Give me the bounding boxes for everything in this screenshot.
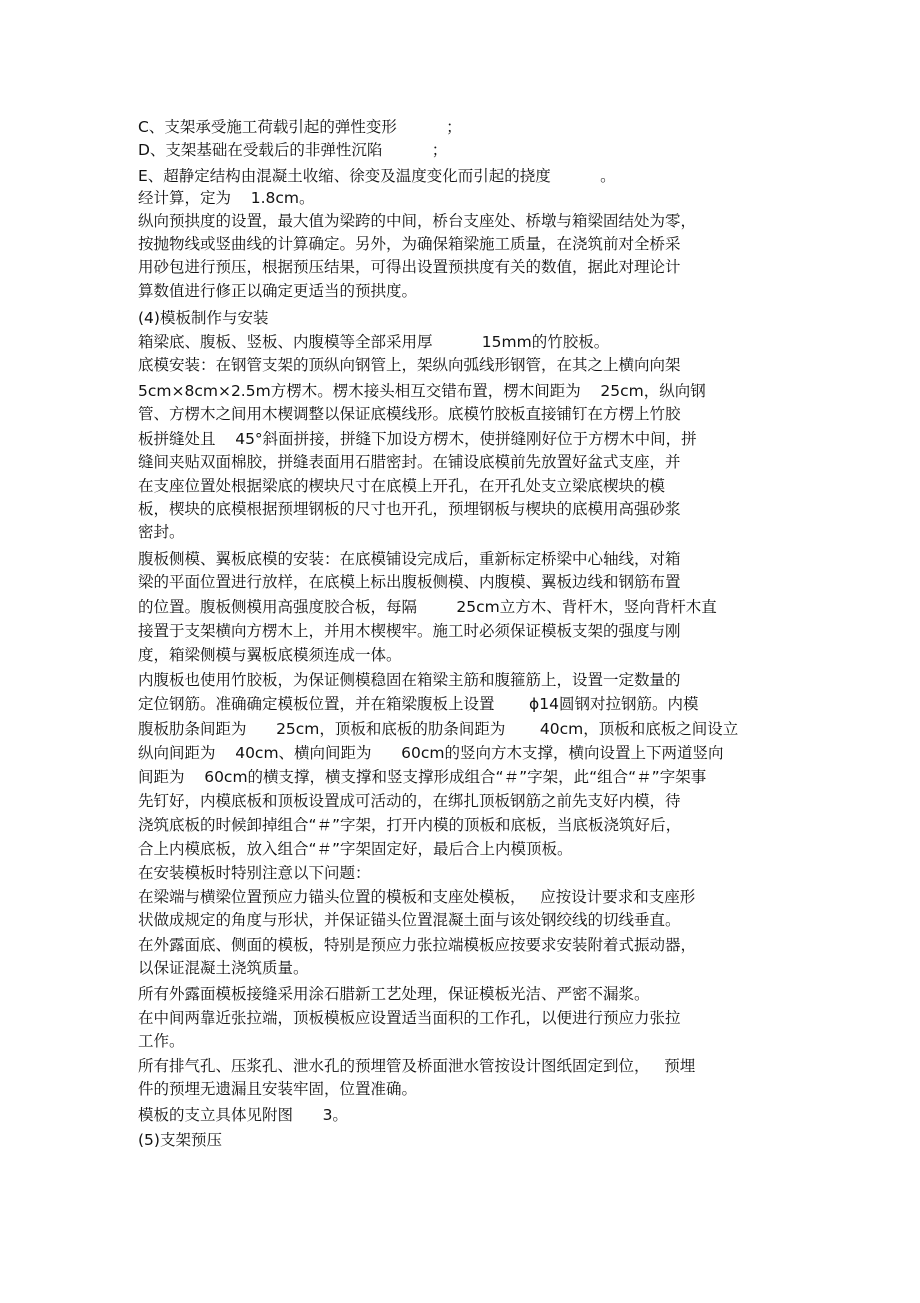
text-line: 在支座位置处根据梁底的楔块尺寸在底模上开孔，在开孔处支立梁底楔块的模 xyxy=(138,477,666,495)
text-line: 箱梁底、腹板、竖板、内腹模等全部采用厚 15mm的竹胶板。 xyxy=(138,333,610,351)
text-line: 所有排气孔、压浆孔、泄水孔的预埋管及桥面泄水管按设计图纸固定到位， 预埋 xyxy=(138,1057,696,1075)
text-line: 度，箱梁侧模与翼板底模须连成一体。 xyxy=(138,646,402,664)
text-line: 缝间夹贴双面棉胶，拼缝表面用石腊密封。在铺设底模前先放置好盆式支座，并 xyxy=(138,453,681,471)
text-line: 在外露面底、侧面的模板，特别是预应力张拉端模板应按要求安装附着式振动器， xyxy=(138,936,697,954)
text-line: 状做成规定的角度与形状，并保证锚头位置混凝土面与该处钢绞线的切线垂直。 xyxy=(138,911,681,929)
text-line: 的位置。腹板侧模用高强度胶合板，每隔 25cm立方木、背杆木，竖向背杆木直 xyxy=(138,598,717,616)
text-line: 经计算，定为 1.8cm。 xyxy=(138,189,315,207)
text-line: 密封。 xyxy=(138,523,185,541)
text-line: D、支架基础在受载后的非弹性沉陷 ； xyxy=(138,141,448,159)
text-line: 先钉好，内模底板和顶板设置成可活动的，在绑扎顶板钢筋之前先支好内模，待 xyxy=(138,792,681,810)
section-heading: (5)支架预压 xyxy=(138,1131,222,1149)
text-line: 在安装模板时特别注意以下问题： xyxy=(138,864,371,882)
text-line: 纵向预拱度的设置，最大值为梁跨的中间，桥台支座处、桥墩与箱梁固结处为零， xyxy=(138,212,697,230)
text-line: 间距为 60cm的横支撑，横支撑和竖支撑形成组合“＃”字架，此“组合“＃”字架事 xyxy=(138,768,707,786)
text-line: 合上内模底板，放入组合“＃”字架固定好，最后合上内模顶板。 xyxy=(138,840,573,858)
text-line: 在中间两靠近张拉端，顶板模板应设置适当面积的工作孔，以便进行预应力张拉 xyxy=(138,1009,681,1027)
text-line: 模板的支立具体见附图 3。 xyxy=(138,1106,348,1124)
text-line: 以保证混凝土浇筑质量。 xyxy=(138,959,309,977)
text-line: 算数值进行修正以确定更适当的预拱度。 xyxy=(138,282,418,300)
text-line: C、支架承受施工荷载引起的弹性变形 ； xyxy=(138,118,462,136)
text-line: 管、方楞木之间用木楔调整以保证底模线形。底模竹胶板直接铺钉在方楞上竹胶 xyxy=(138,405,681,423)
text-line: 按抛物线或竖曲线的计算确定。另外，为确保箱梁施工质量，在浇筑前对全桥采 xyxy=(138,235,681,253)
text-line: 腹板肋条间距为 25cm，顶板和底板的肋条间距为 40cm，顶板和底板之间设立 xyxy=(138,720,739,738)
text-line: 板，楔块的底模根据预埋钢板的尺寸也开孔，预埋钢板与楔块的底模用高强砂浆 xyxy=(138,500,681,518)
text-line: 内腹板也使用竹胶板，为保证侧模稳固在箱梁主筋和腹箍筋上，设置一定数量的 xyxy=(138,671,681,689)
text-line: 所有外露面模板接缝采用涂石腊新工艺处理，保证模板光洁、严密不漏浆。 xyxy=(138,985,650,1003)
text-line: 用砂包进行预压，根据预压结果，可得出设置预拱度有关的数值，据此对理论计 xyxy=(138,258,681,276)
text-line: 接置于支架横向方楞木上，并用木楔楔牢。施工时必须保证模板支架的强度与刚 xyxy=(138,622,681,640)
section-heading: (4)模板制作与安装 xyxy=(138,309,269,327)
text-line: 工作。 xyxy=(138,1032,185,1050)
text-line: 腹板侧模、翼板底模的安装：在底模铺设完成后，重新标定桥梁中心轴线，对箱 xyxy=(138,550,681,568)
text-line: 浇筑底板的时候卸掉组合“＃”字架，打开内模的顶板和底板，当底板浇筑好后， xyxy=(138,816,682,834)
text-line: 梁的平面位置进行放样，在底模上标出腹板侧模、内腹模、翼板边线和钢筋布置 xyxy=(138,573,681,591)
text-line: 纵向间距为 40cm、横向间距为 60cm的竖向方木支撑，横向设置上下两道竖向 xyxy=(138,744,724,762)
text-line: 5cm×8cm×2.5m方楞木。楞木接头相互交错布置，楞木间距为 25cm，纵向钢 xyxy=(138,382,706,400)
text-line: E、超静定结构由混凝土收缩、徐变及温度变化而引起的挠度 。 xyxy=(138,167,616,185)
text-line: 底模安装：在钢管支架的顶纵向钢管上，架纵向弧线形钢管，在其之上横向向架 xyxy=(138,356,681,374)
text-line: 件的预埋无遗漏且安装牢固，位置准确。 xyxy=(138,1080,418,1098)
text-line: 定位钢筋。准确确定模板位置，并在箱梁腹板上设置 ϕ14圆钢对拉钢筋。内模 xyxy=(138,695,699,713)
text-line: 板拼缝处且 45°斜面拼接，拼缝下加设方楞木，使拼缝刚好位于方楞木中间，拼 xyxy=(138,430,697,448)
text-line: 在梁端与横梁位置预应力锚头位置的模板和支座处模板， 应按设计要求和支座形 xyxy=(138,888,696,906)
